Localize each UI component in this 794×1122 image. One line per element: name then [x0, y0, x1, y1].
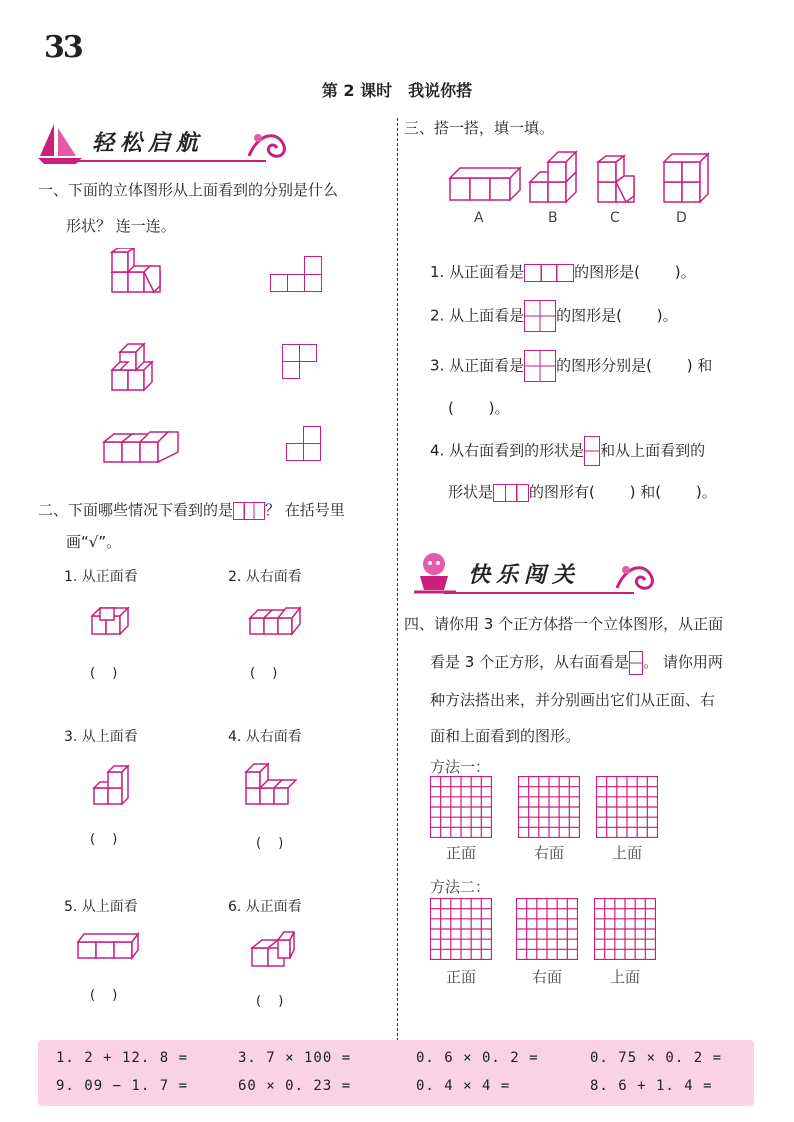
- q1-view-1: [270, 256, 324, 292]
- q3-sub-4-a: 4. 从右面看到的形状是: [430, 441, 585, 460]
- q4-line2: [430, 648, 723, 676]
- q3-shape-three-row: [524, 264, 574, 282]
- q4-method-1: 方法一：: [430, 758, 491, 776]
- q3-sub-4: [430, 436, 705, 466]
- q4-shape-vertical-two: [629, 651, 643, 675]
- q3-sub-4-line2: [448, 478, 717, 506]
- swirl-ornament-icon: [612, 558, 662, 596]
- q1-figure-2: [108, 334, 168, 394]
- math-1-3: 0. 6 × 0. 2 =: [416, 1050, 539, 1066]
- q1-figure-3: [102, 424, 182, 466]
- math-1-2: 3. 7 × 100 =: [238, 1050, 352, 1066]
- q3-sub-4-d: 的图形有( ) 和( )。: [529, 483, 717, 501]
- q2-answer-4[interactable]: ( ): [256, 836, 284, 851]
- q1-line1: 一、下面的立体图形从上面看到的分别是什么: [38, 181, 339, 199]
- q4-method-2: 方法二：: [430, 878, 491, 896]
- q4-label-m2-front: 正面: [445, 968, 476, 986]
- page-number: 33: [44, 30, 82, 65]
- q2-figure-4: [244, 760, 300, 810]
- q3-sub-3: [430, 350, 712, 382]
- q4-label-m1-top: 上面: [611, 844, 642, 862]
- grid-paper: [430, 898, 492, 960]
- q2-line1: [38, 496, 345, 524]
- q2-answer-5[interactable]: ( ): [90, 988, 118, 1003]
- column-divider: [397, 118, 398, 1056]
- q3-sub-3-c: ( )。: [448, 399, 510, 417]
- q4-grid-m1-front[interactable]: [430, 776, 492, 838]
- q3-shape-vertical-two: [584, 436, 600, 466]
- q3-figure-c: [596, 152, 646, 206]
- q3-letter-d: D: [676, 210, 687, 226]
- math-2-3: 0. 4 × 4 =: [416, 1078, 511, 1094]
- q3-figure-d: [662, 150, 712, 206]
- q3-letter-a: A: [474, 210, 484, 226]
- banner-line-right: [444, 592, 634, 594]
- page-title: 第 2 课时 我说你搭: [321, 81, 473, 100]
- q3-sub-2-b: 的图形是( )。: [556, 306, 678, 325]
- q2-item-5: 5. 从上面看: [64, 899, 138, 915]
- q1-view-3: [286, 426, 322, 462]
- banner-happy-challenge: [404, 550, 664, 596]
- q2-item-2: 2. 从右面看: [228, 569, 302, 585]
- q4-grid-m2-front[interactable]: [430, 898, 492, 960]
- q2-figure-6: [250, 928, 300, 970]
- q3-sub-4-b: 和从上面看到的: [600, 441, 706, 460]
- q3-figure-b: [528, 148, 586, 206]
- q2-line1-text-b: ？ 在括号里: [265, 501, 345, 519]
- q1-line2: 形状？ 连一连。: [66, 217, 176, 235]
- q2-item-1: 1. 从正面看: [64, 569, 138, 585]
- q2-item-4: 4. 从右面看: [228, 729, 302, 745]
- q3-sub-3-a: 3. 从正面看是: [430, 356, 525, 375]
- q3-sub-1: [430, 258, 696, 286]
- q3-figure-a: [448, 164, 524, 204]
- math-2-2: 60 × 0. 23 =: [238, 1078, 352, 1094]
- grid-paper: [516, 898, 578, 960]
- oral-math-bar: [38, 1040, 754, 1106]
- swirl-ornament-icon: [244, 126, 294, 164]
- banner-line: [76, 160, 266, 162]
- q4-line4: 面和上面看到的图形。: [430, 727, 581, 745]
- q2-item-3: 3. 从上面看: [64, 729, 138, 745]
- math-2-4: 8. 6 + 1. 4 =: [590, 1078, 713, 1094]
- q2-line2: 画“√”。: [66, 533, 122, 551]
- grid-paper: [596, 776, 658, 838]
- q3-shape-2x2: [524, 300, 556, 332]
- q2-line1-text-a: 二、下面哪些情况下看到的是: [38, 501, 234, 519]
- kid-mascot-icon: [410, 550, 460, 596]
- q2-answer-1[interactable]: ( ): [90, 666, 118, 681]
- q3-sub-1-b: 的图形是( )。: [574, 263, 696, 281]
- q4-label-m2-right: 右面: [531, 968, 562, 986]
- q3-letter-c: C: [610, 210, 620, 226]
- q4-grid-m1-top[interactable]: [596, 776, 658, 838]
- q3-sub-2: [430, 300, 678, 332]
- q4-grid-m2-top[interactable]: [594, 898, 656, 960]
- q2-item-6: 6. 从正面看: [228, 899, 302, 915]
- q4-label-m1-right: 右面: [533, 844, 564, 862]
- q4-line2-a: 看是 3 个正方形，从右面看是: [430, 653, 630, 671]
- math-2-1: 9. 09 − 1. 7 =: [56, 1078, 189, 1094]
- q1-view-2: [282, 344, 318, 380]
- q3-sub-3-b: 的图形分别是( ) 和: [556, 356, 713, 375]
- q4-grid-m1-right[interactable]: [518, 776, 580, 838]
- grid-paper: [594, 898, 656, 960]
- grid-paper: [518, 776, 580, 838]
- q2-figure-3: [92, 760, 136, 810]
- q3-heading: 三、搭一搭，填一填。: [404, 119, 555, 137]
- banner-easy-start: [36, 120, 296, 166]
- q2-figure-5: [76, 930, 140, 962]
- q2-answer-3[interactable]: ( ): [90, 832, 118, 847]
- grid-paper: [430, 776, 492, 838]
- q4-line1: 四、请你用 3 个正方体搭一个立体图形，从正面: [404, 615, 724, 633]
- math-1-4: 0. 75 × 0. 2 =: [590, 1050, 723, 1066]
- q3-sub-4-c: 形状是: [448, 483, 494, 501]
- q4-label-m1-front: 正面: [445, 844, 476, 862]
- q2-answer-6[interactable]: ( ): [256, 994, 284, 1009]
- math-1-1: 1. 2 + 12. 8 =: [56, 1050, 189, 1066]
- q4-grid-m2-right[interactable]: [516, 898, 578, 960]
- q4-label-m2-top: 上面: [609, 968, 640, 986]
- q3-sub-2-a: 2. 从上面看是: [430, 306, 525, 325]
- q2-shape-three-squares: [233, 502, 265, 520]
- q4-line3: 种方法搭出来，并分别画出它们从正面、右: [430, 691, 716, 709]
- q2-figure-2: [248, 602, 304, 638]
- q3-shape-2x2-b: [524, 350, 556, 382]
- q1-figure-1: [108, 248, 168, 296]
- banner-left-text: 轻松启航: [92, 130, 205, 156]
- q3-sub-1-a: 1. 从正面看是: [430, 263, 525, 281]
- q3-shape-three-row-b: [493, 484, 529, 502]
- banner-right-text: 快乐闯关: [468, 562, 581, 588]
- q4-line2-b: 。 请你用两: [643, 653, 723, 671]
- q2-answer-2[interactable]: ( ): [250, 666, 278, 681]
- q3-letter-b: B: [548, 210, 558, 226]
- q2-figure-1: [90, 602, 134, 638]
